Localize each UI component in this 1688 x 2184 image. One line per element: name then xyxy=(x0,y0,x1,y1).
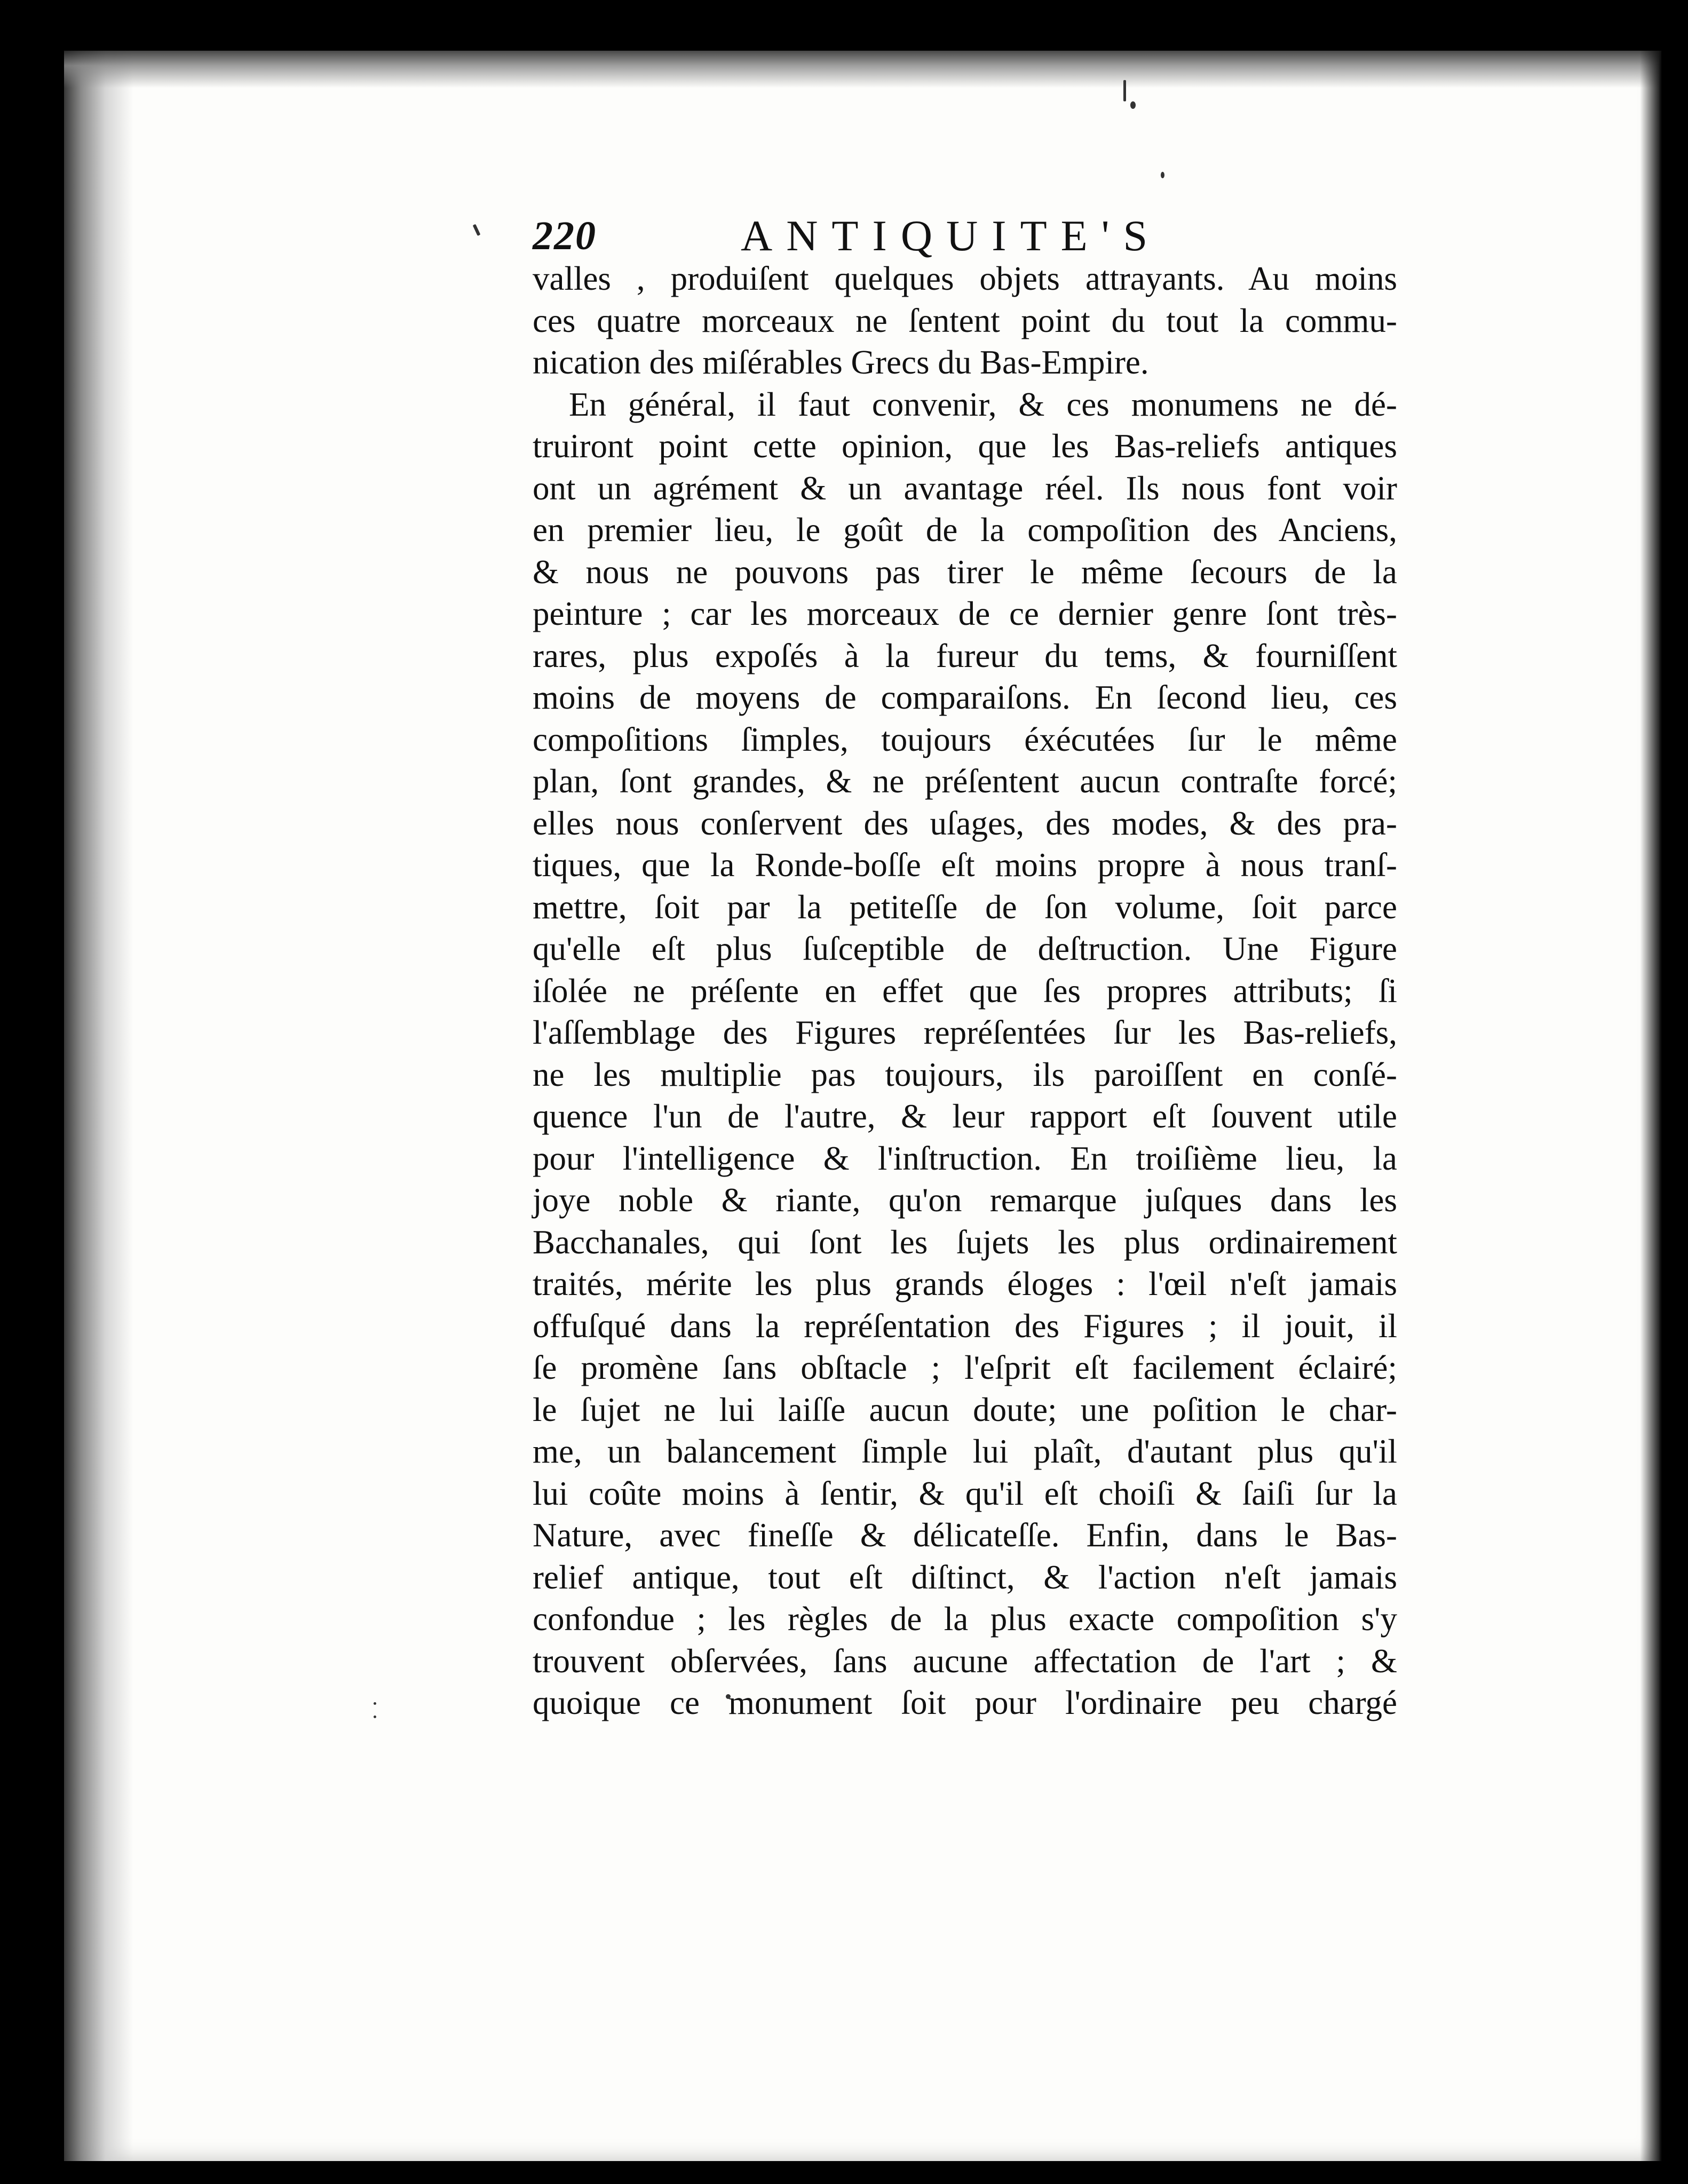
text-line: quoique ce monument ſoit pour l'ordinaire peu chargé xyxy=(533,1684,1397,1721)
text-line: offuſqué dans la repréſentation des Figures ; il jouit, il xyxy=(533,1307,1397,1345)
text-line: peinture ; car les morceaux de ce dernier genre ſont très- xyxy=(533,595,1397,632)
text-line: tiques, que la Ronde-boſſe eſt moins propre à nous tranſ- xyxy=(533,846,1397,884)
text-line: en premier lieu, le goût de la compoſition des Anciens, xyxy=(533,511,1397,549)
text-line: iſolée ne préſente en effet que ſes propres attributs; ſi xyxy=(533,972,1397,1010)
text-line: En général, il faut convenir, & ces monumens ne dé- xyxy=(569,385,1397,423)
body-text xyxy=(533,258,1397,1724)
page-gutter-shadow xyxy=(64,51,133,2161)
text-line: ſe promène ſans obſtacle ; l'eſprit eſt facilement éclairé; xyxy=(533,1349,1397,1386)
text-line: me, un balancement ſimple lui plaît, d'autant plus qu'il xyxy=(533,1433,1397,1470)
text-line: joye noble & riante, qu'on remarque juſques dans les xyxy=(533,1181,1397,1219)
text-line: moins de moyens de comparaiſons. En ſecond lieu, ces xyxy=(533,679,1397,716)
running-title: ANTIQUITE'S xyxy=(741,211,1162,260)
text-line: traités, mérite les plus grands éloges : l'œil n'eſt jamais xyxy=(533,1265,1397,1303)
page-number: 220 xyxy=(533,213,597,258)
ink-speck xyxy=(374,1702,376,1705)
ink-speck xyxy=(1161,172,1164,178)
text-line: Nature, avec fineſſe & délicateſſe. Enfin, dans le Bas- xyxy=(533,1516,1397,1554)
text-line: trouvent obſervées, ſans aucune affectation de l'art ; & xyxy=(533,1642,1397,1680)
page-top-shadow xyxy=(64,51,1660,88)
text-line: relief antique, tout eſt diſtinct, & l'action n'eſt jamais xyxy=(533,1558,1397,1596)
text-line: confondue ; les règles de la plus exacte compoſition s'y xyxy=(533,1600,1397,1638)
text-line: & nous ne pouvons pas tirer le même ſecours de la xyxy=(533,553,1397,591)
ink-speck xyxy=(1130,101,1136,109)
running-head xyxy=(533,211,1397,258)
page-content xyxy=(533,211,1397,1724)
text-line: plan, ſont grandes, & ne préſentent aucun contraſte forcé; xyxy=(533,763,1397,800)
text-line: ont un agrément & un avantage réel. Ils nous font voir xyxy=(533,469,1397,507)
text-line: ces quatre morceaux ne ſentent point du tout la commu- xyxy=(533,301,1397,339)
text-line: ne les multiplie pas toujours, ils paroiſſent en conſé- xyxy=(533,1055,1397,1093)
text-line: truiront point cette opinion, que les Bas-reliefs antiques xyxy=(533,427,1397,465)
ink-speck xyxy=(1123,80,1126,101)
text-line: quence l'un de l'autre, & leur rapport eſt ſouvent utile xyxy=(533,1098,1397,1135)
text-line: le ſujet ne lui laiſſe aucun doute; une poſition le char- xyxy=(533,1391,1397,1428)
text-line: compoſitions ſimples, toujours éxécutées ſur le même xyxy=(533,720,1397,758)
text-line: nication des miſérables Grecs du Bas-Empire. xyxy=(533,344,1149,381)
text-line: pour l'intelligence & l'inſtruction. En troiſième lieu, la xyxy=(533,1139,1397,1177)
text-line: l'aſſemblage des Figures repréſentées ſur les Bas-reliefs, xyxy=(533,1014,1397,1051)
text-line: rares, plus expoſés à la fureur du tems, & fourniſſent xyxy=(533,637,1397,674)
text-line: elles nous conſervent des uſages, des modes, & des pra- xyxy=(533,804,1397,842)
text-line: Bacchanales, qui ſont les ſujets les plus ordinairement xyxy=(533,1223,1397,1261)
text-line: qu'elle eſt plus ſuſceptible de deſtruction. Une Figure xyxy=(533,930,1397,967)
page-right-shadow xyxy=(1640,51,1661,2161)
ink-speck xyxy=(374,1716,376,1718)
text-line: mettre, ſoit par la petiteſſe de ſon volume, ſoit parce xyxy=(533,888,1397,926)
text-line: valles , produiſent quelques objets attrayants. Au moins xyxy=(533,260,1397,297)
text-line: lui coûte moins à ſentir, & qu'il eſt choiſi & ſaiſi ſur la xyxy=(533,1474,1397,1512)
